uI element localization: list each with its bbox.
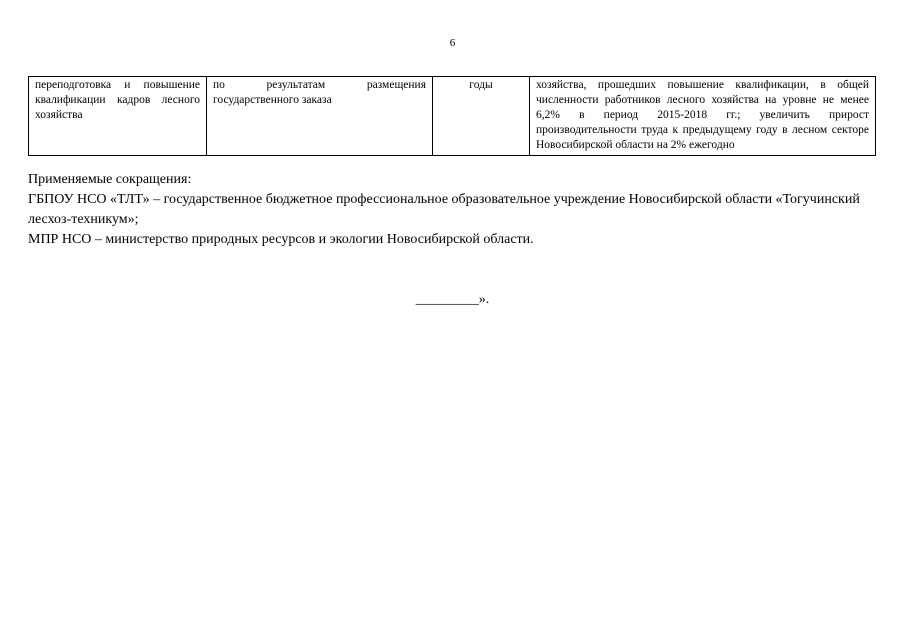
- table-row: [29, 77, 876, 156]
- abbreviations-section: [28, 170, 888, 250]
- program-table: [28, 76, 876, 156]
- closing-mark: _________».: [415, 292, 490, 307]
- table-cell-activity: переподготовка и повышение квалификации кадров лесного хозяйства: [29, 77, 207, 156]
- abbreviation-item: ГБПОУ НСО «ТЛТ» – государственное бюджетное профессиональное образовательное учреждение Новосибирской области «Тогучинский лесхоз-техникум»;: [28, 192, 860, 227]
- table-cell-funding: по результатам размещения государственного заказа: [207, 77, 433, 156]
- abbreviation-item: МПР НСО – министерство природных ресурсов и экологии Новосибирской области.: [28, 232, 534, 247]
- abbreviations-heading: Применяемые сокращения:: [28, 172, 192, 187]
- page-number: 6: [449, 37, 456, 49]
- table-cell-period: годы: [433, 77, 530, 156]
- table-cell-result: хозяйства, прошедших повышение квалификации, в общей численности работников лесного хозяйства на уровне не менее 6,2% в период 2015-2018 гг.; увеличить прирост производительности труда к предыдущему году в лесном секторе Новосибирской области на 2% ежегодно: [530, 77, 876, 156]
